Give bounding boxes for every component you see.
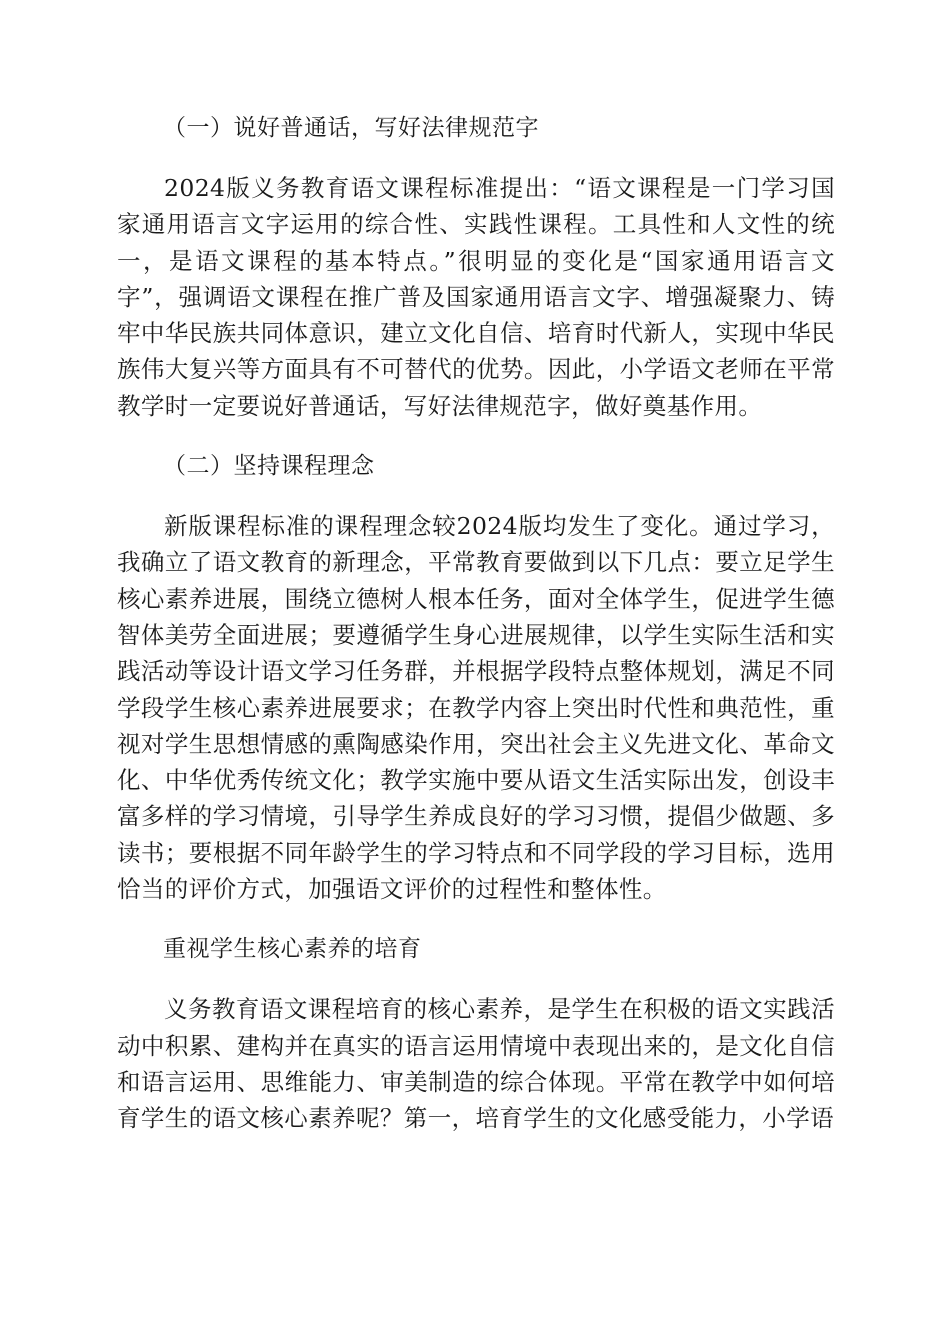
- section-heading-3: 重视学生核心素养的培育: [163, 936, 422, 963]
- document-body: [117, 110, 835, 1161]
- section-paragraph-3: 义务教育语文课程培育的核心素养，是学生在积极的语文实践活动中积累、建构并在真实的语言运用情境中表现出来的，是文化自信和语言运用、思维能力、审美制造的综合体现。平常在教学中如何培育学生的语文核心素养呢？第一，培育学生的文化感受能力，小学语: [117, 995, 835, 1133]
- section-paragraph-2: 新版课程标准的课程理念较2024版均发生了变化。通过学习，我确立了语文教育的新理念，平常教育要做到以下几点：要立足学生核心素养进展，围绕立德树人根本任务，面对全体学生，促进学生德智体美劳全面进展；要遵循学生身心进展规律，以学生实际生活和实践活动等设计语文学习任务群，并根据学段特点整体规划，满足不同学段学生核心素养进展要求；在教学内容上突出时代性和典范性，重视对学生思想情感的熏陶感染作用，突出社会主义先进文化、革命文化、中华优秀传统文化；教学实施中要从语文生活实际出发，创设丰富多样的学习情境，引导学生养成良好的学习习惯，提倡少做题、多读书；要根据不同年龄学生的学习特点和不同学段的学习目标，选用恰当的评价方式，加强语文评价的过程性和整体性。: [117, 512, 835, 904]
- section-heading-2: （二）坚持课程理念: [163, 453, 375, 480]
- section-paragraph-1: 2024版义务教育语文课程标准提出：“语文课程是一门学习国家通用语言文字运用的综合性、实践性课程。工具性和人文性的统一，是语文课程的基本特点。”很明显的变化是“国家通用语言文字”，强调语文课程在推广普及国家通用语言文字、增强凝聚力、铸牢中华民族共同体意识，建立文化自信、培育时代新人，实现中华民族伟大复兴等方面具有不可替代的优势。因此，小学语文老师在平常教学时一定要说好普通话，写好法律规范字，做好奠基作用。: [117, 174, 835, 420]
- section-heading-1: （一）说好普通话，写好法律规范字: [163, 115, 539, 141]
